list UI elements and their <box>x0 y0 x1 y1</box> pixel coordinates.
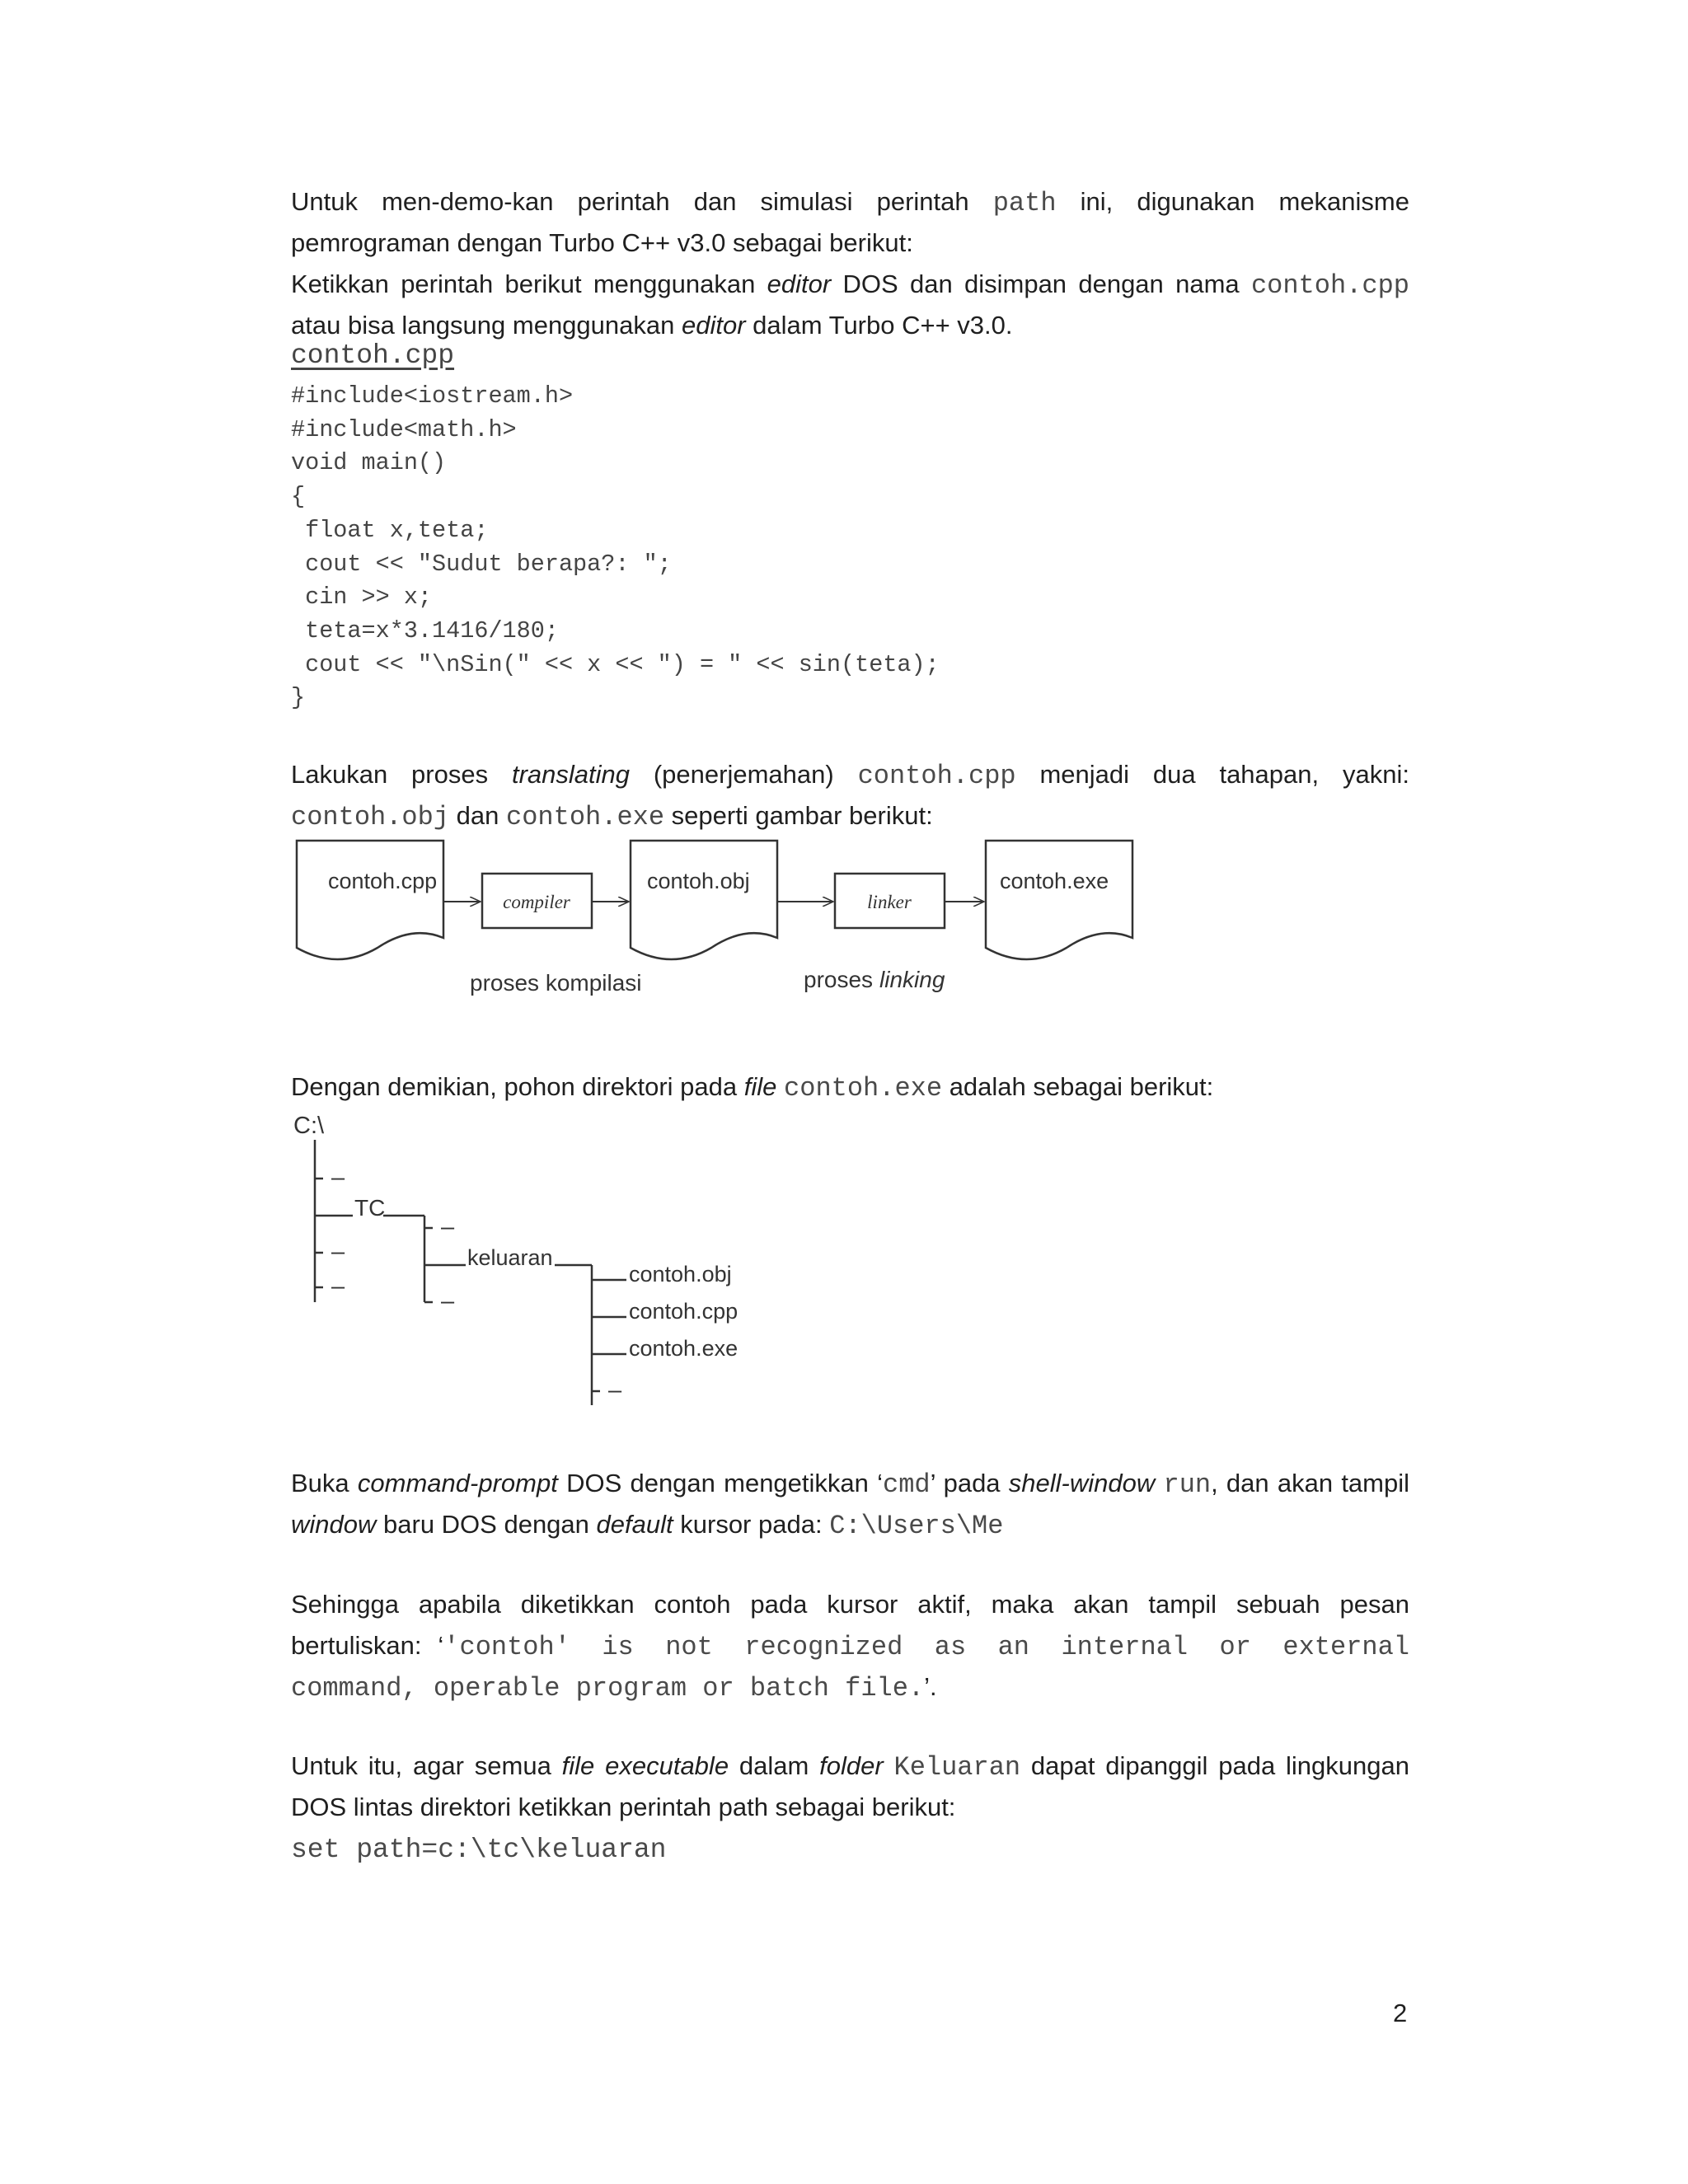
emphasis: file <box>743 1072 777 1101</box>
inline-code: contoh.exe <box>506 802 665 832</box>
path-command-paragraph <box>291 1746 1409 1869</box>
text-run: , dan akan tampil <box>1211 1469 1410 1497</box>
tree-placeholder: – <box>331 1239 345 1265</box>
text-run: Ketikkan perintah berikut menggunakan <box>291 269 756 298</box>
text-run: dan <box>456 801 499 830</box>
inline-code: contoh.cpp <box>857 761 1016 791</box>
emphasis: window <box>291 1510 377 1539</box>
tree-file-exe: contoh.exe <box>629 1336 738 1361</box>
emphasis: editor <box>682 311 746 340</box>
tree-dir-tc: TC <box>354 1195 386 1221</box>
inline-code: contoh.cpp <box>1250 270 1409 301</box>
inline-code: path <box>992 188 1057 218</box>
text-run: atau bisa langsung menggunakan <box>291 311 675 340</box>
inline-code: C:\Users\Me <box>829 1511 1004 1541</box>
inline-code: contoh.exe <box>784 1073 943 1104</box>
tree-placeholder: – <box>441 1214 455 1240</box>
text-run: kursor pada: <box>680 1510 823 1539</box>
emphasis: editor <box>767 269 832 298</box>
text-line: Sehingga apabila diketikkan contoh pada kursor aktif, maka akan tampil sebuah pesan <box>291 1590 1409 1619</box>
code-line: teta=x*3.1416/180; <box>291 616 559 644</box>
text-run: seperti gambar berikut: <box>671 801 933 830</box>
text-run: DOS dengan mengetikkan ‘ <box>566 1469 884 1497</box>
text-run: Dengan demikian, pohon direktori pada <box>291 1072 738 1101</box>
code-line: void main() <box>291 449 447 477</box>
code-line: } <box>291 684 306 712</box>
text-run: Lakukan proses <box>291 760 489 789</box>
code-listing-title: contoh.cpp <box>291 340 455 371</box>
code-line: float x,teta; <box>291 516 489 544</box>
tree-placeholder: – <box>331 1165 345 1191</box>
tree-file-obj: contoh.obj <box>629 1262 732 1286</box>
text-run: ’ pada <box>930 1469 1001 1497</box>
doc-label-exe: contoh.exe <box>1000 869 1109 893</box>
translating-paragraph <box>291 754 1409 837</box>
doc-label-cpp: contoh.cpp <box>328 869 438 893</box>
compile-flow-diagram <box>280 832 1170 1022</box>
inline-code: set path=c:\tc\keluaran <box>291 1835 667 1865</box>
tree-placeholder: – <box>441 1288 455 1315</box>
code-line: cin >> x; <box>291 583 433 612</box>
tree-file-cpp: contoh.cpp <box>629 1299 738 1324</box>
text-run: menjadi dua tahapan, yakni: <box>1039 760 1409 789</box>
inline-code: command, operable program or batch file. <box>291 1673 925 1704</box>
inline-code: contoh.obj <box>291 802 450 832</box>
tree-root-label: C:\ <box>293 1113 325 1139</box>
text-run: adalah sebagai berikut: <box>949 1072 1214 1101</box>
directory-tree-diagram <box>280 1108 791 1422</box>
text-line: DOS lintas direktori ketikkan perintah path sebagai berikut: <box>291 1793 956 1821</box>
text-run: baru DOS dengan <box>383 1510 589 1539</box>
tree-placeholder: – <box>608 1377 622 1404</box>
caption-compilation: proses kompilasi <box>470 970 642 996</box>
code-listing <box>291 380 940 715</box>
text-run: dapat dipanggil pada lingkungan <box>1030 1751 1409 1780</box>
emphasis: file executable <box>561 1751 729 1780</box>
inline-code: Keluaran <box>893 1752 1021 1783</box>
text-run: bertuliskan: ‘ <box>291 1631 444 1660</box>
text-run: Buka <box>291 1469 349 1497</box>
text-run: dalam <box>738 1751 809 1780</box>
inline-code: cmd <box>883 1469 931 1500</box>
emphasis: shell-window <box>1008 1469 1156 1497</box>
compiler-label: compiler <box>503 892 570 912</box>
text-line: pemrograman dengan Turbo C++ v3.0 sebagai berikut: <box>291 228 913 257</box>
tree-intro-paragraph <box>291 1066 1409 1108</box>
intro-paragraph <box>291 181 1409 346</box>
tree-placeholder: – <box>331 1273 345 1300</box>
emphasis: command-prompt <box>357 1469 558 1497</box>
code-line: #include<iostream.h> <box>291 382 574 410</box>
document-shape <box>297 841 443 959</box>
code-line: #include<math.h> <box>291 415 517 443</box>
inline-code: 'contoh' is not recognized as an internal or external <box>443 1632 1410 1662</box>
page-number: 2 <box>1393 1999 1408 2027</box>
emphasis: default <box>596 1510 673 1539</box>
inline-code: run <box>1163 1469 1212 1500</box>
text-run: ’. <box>924 1672 937 1701</box>
emphasis: folder <box>819 1751 884 1780</box>
text-run: Untuk itu, agar semua <box>291 1751 551 1780</box>
emphasis: translating <box>511 760 630 789</box>
code-line: { <box>291 483 306 511</box>
linker-label: linker <box>867 892 912 912</box>
error-message-paragraph <box>291 1584 1409 1708</box>
text-run: (penerjemahan) <box>653 760 834 789</box>
text-run: dalam Turbo C++ v3.0. <box>753 311 1013 340</box>
code-line: cout << "\nSin(" << x << ") = " << sin(teta); <box>291 650 940 678</box>
text-run: Untuk men-demo-kan perintah dan simulasi perintah <box>291 187 969 216</box>
cmd-paragraph <box>291 1463 1409 1545</box>
doc-label-obj: contoh.obj <box>647 869 750 893</box>
document-shape <box>631 841 777 959</box>
text-run: DOS dan disimpan dengan nama <box>842 269 1240 298</box>
text-run: ini, digunakan mekanisme <box>1080 187 1409 216</box>
document-shape <box>986 841 1132 959</box>
code-line: cout << "Sudut berapa?: "; <box>291 550 672 578</box>
tree-dir-keluaran: keluaran <box>467 1245 553 1270</box>
caption-linking: proses linking <box>804 967 945 992</box>
